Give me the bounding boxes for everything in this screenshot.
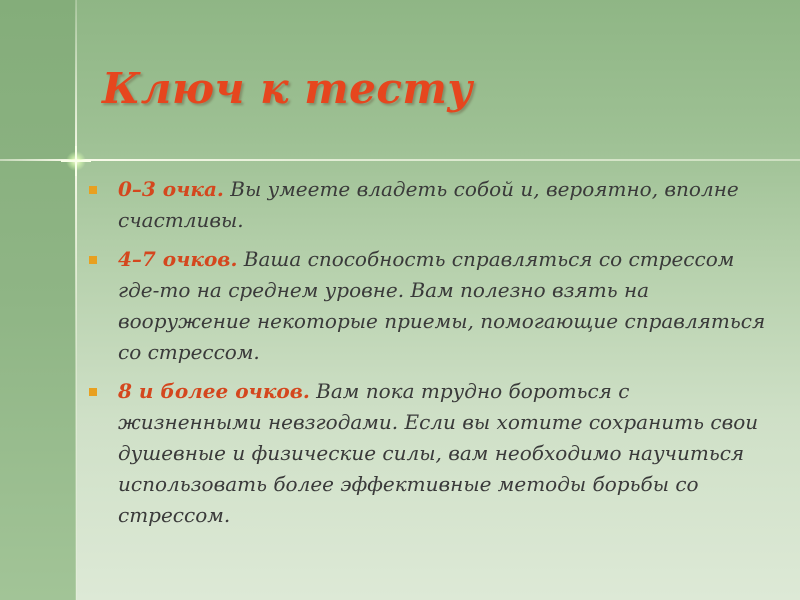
horizontal-divider <box>0 159 800 161</box>
square-bullet-icon <box>89 186 97 194</box>
score-range-label: 0–3 очка. <box>118 177 224 201</box>
bullet-list <box>88 174 768 539</box>
vertical-divider <box>75 0 77 600</box>
square-bullet-icon <box>89 388 97 396</box>
list-item <box>88 244 768 368</box>
score-range-label: 4–7 очков. <box>118 247 238 271</box>
score-description: Ваша способность справляться со стрессом где-то на среднем уровне. Вам полезно взять на вооружение некоторые приемы, помогающие справляться со стрессом. <box>118 247 766 364</box>
score-description: Вы умеете владеть собой и, вероятно, вполне счастливы. <box>118 177 739 232</box>
left-band <box>0 0 76 600</box>
score-description: Вам пока трудно бороться с жизненными невзгодами. Если вы хотите сохранить свои душевные и физические силы, вам необходимо научиться использовать более эффективные методы борьбы со стрессом. <box>118 379 759 527</box>
list-item <box>88 174 768 236</box>
score-range-label: 8 и более очков. <box>118 379 310 403</box>
sparkle-icon <box>61 146 91 176</box>
list-item <box>88 376 768 531</box>
square-bullet-icon <box>89 256 97 264</box>
slide-title: Ключ к тесту <box>102 64 473 113</box>
